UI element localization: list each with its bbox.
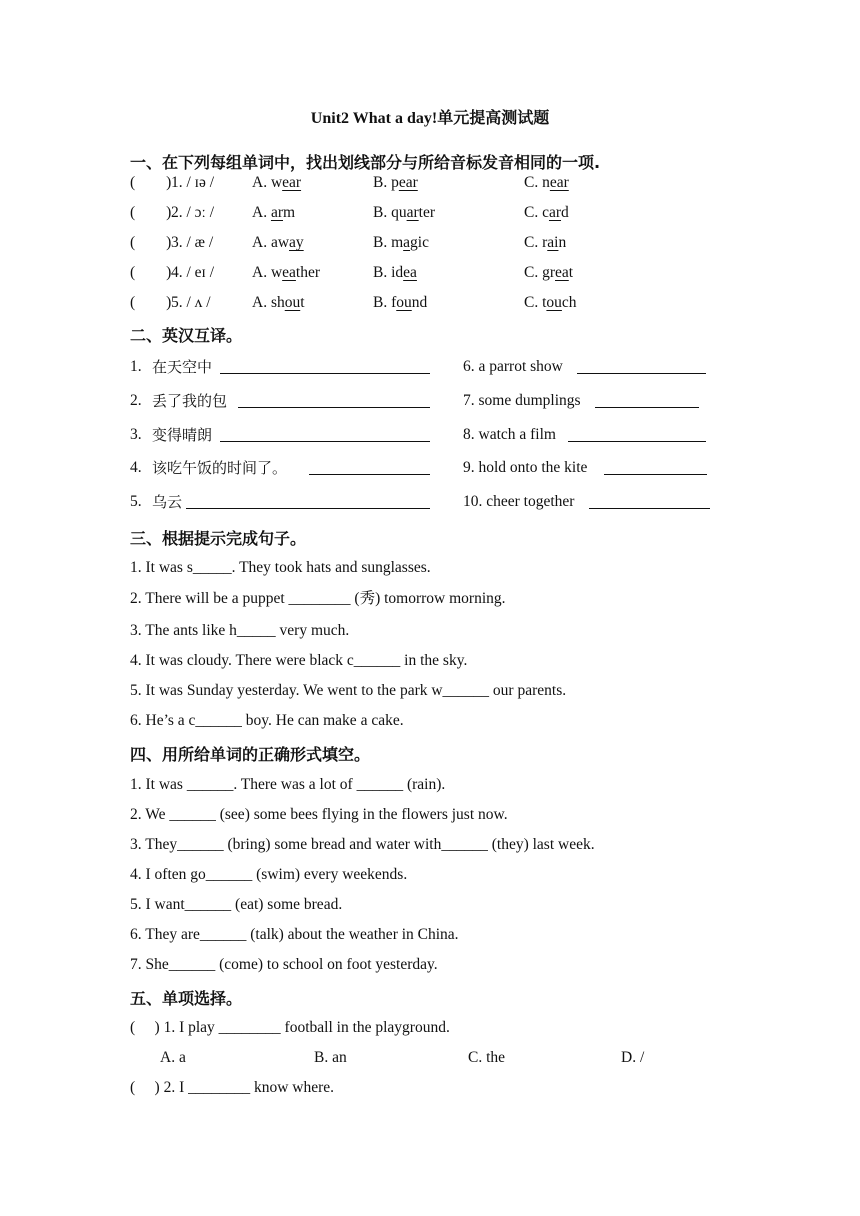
option-c (524, 173, 569, 193)
word-part: B. id (373, 264, 404, 281)
item-number: 5. (130, 493, 142, 510)
sentence-line: 4. It was cloudy. There were black c______ in the sky. (130, 652, 468, 669)
word-part: C. gr (524, 264, 555, 281)
sentence-line: 6. He’s a c______ boy. He can make a cake. (130, 712, 404, 729)
underlined-part: ou (284, 294, 301, 311)
answer-blank (238, 391, 430, 408)
word-part: C. t (524, 294, 547, 311)
answer-blank (577, 357, 706, 374)
chinese-phrase: 该吃午饭的时间了。 (152, 459, 288, 477)
item-number: 3. (130, 426, 142, 443)
word-part: B. qu (373, 204, 407, 221)
underlined-part: ea (555, 264, 569, 281)
answer-blank (589, 492, 710, 509)
answer-blank (186, 492, 430, 509)
option-b (373, 173, 418, 193)
answer-paren: ( ) (130, 174, 172, 191)
sentence-line: 1. It was ______. There was a lot of ______ (rain). (130, 776, 446, 793)
underlined-part: ea (282, 264, 296, 281)
item-number: 2. (130, 392, 142, 409)
word-part: C. n (524, 174, 550, 191)
option-c (524, 293, 577, 313)
answer-blank (220, 425, 430, 442)
option-c (524, 233, 566, 253)
word-part: A. sh (252, 294, 285, 311)
mc-question-1: ( ) 1. I play ________ football in the playground. (130, 1019, 450, 1036)
answer-paren: ( ) (130, 234, 172, 251)
option-b (373, 293, 427, 313)
option-a (252, 233, 304, 253)
phonetic-number: 2. / ɔː / (171, 204, 215, 221)
underlined-part: ea (403, 264, 417, 281)
word-part: A. aw (252, 234, 290, 251)
answer-blank (568, 425, 706, 442)
sentence-line: 5. It was Sunday yesterday. We went to the park w______ our parents. (130, 682, 567, 699)
word-part: t (300, 294, 305, 311)
option-c (524, 263, 573, 283)
mc-q1-option-a: A. a (160, 1049, 186, 1066)
word-part: d (561, 204, 569, 221)
item-number: 4. (130, 459, 142, 476)
sentence-line: 4. I often go______ (swim) every weekends. (130, 866, 408, 883)
sentence-line: 7. She______ (come) to school on foot yesterday. (130, 956, 438, 973)
word-part: A. w (252, 264, 283, 281)
word-part: C. r (524, 234, 548, 251)
mc-question-2: ( ) 2. I ________ know where. (130, 1079, 335, 1096)
option-a (252, 173, 301, 193)
section-2-heading: 二、英汉互译。 (130, 326, 243, 345)
word-part: ch (561, 294, 577, 311)
chinese-phrase: 丢了我的包 (152, 392, 228, 410)
chinese-phrase: 乌云 (152, 493, 183, 511)
option-b (373, 233, 429, 253)
option-b (373, 263, 417, 283)
underlined-part: ear (549, 174, 569, 191)
word-part: gic (410, 234, 429, 251)
word-part: ter (418, 204, 435, 221)
answer-paren: ( ) (130, 294, 172, 311)
phonetic-number: 5. / ʌ / (171, 294, 211, 311)
underlined-part: ou (396, 294, 412, 311)
sentence-line: 3. They______ (bring) some bread and water with______ (they) last week. (130, 836, 595, 853)
underlined-part: ou (546, 294, 562, 311)
page-title: Unit2 What a day!单元提高测试题 (310, 110, 550, 127)
item-number: 1. (130, 358, 142, 375)
phonetic-number: 3. / æ / (171, 234, 214, 251)
english-phrase: 7. some dumplings (463, 392, 581, 409)
section-5-heading: 五、单项选择。 (130, 989, 243, 1008)
word-part: A. w (252, 174, 283, 191)
word-part: B. p (373, 174, 399, 191)
answer-paren: ( ) (130, 264, 172, 281)
word-part: B. m (373, 234, 404, 251)
answer-blank (309, 458, 430, 475)
underlined-part: ar (406, 204, 419, 221)
sentence-line: 1. It was s_____. They took hats and sunglasses. (130, 559, 431, 576)
word-part: A. (252, 204, 271, 221)
answer-blank (220, 357, 430, 374)
option-c (524, 203, 569, 223)
answer-blank (595, 391, 699, 408)
word-part: C. c (524, 204, 549, 221)
phonetic-number: 4. / eɪ / (171, 264, 215, 281)
sentence-line: 6. They are______ (talk) about the weather in China. (130, 926, 459, 943)
underlined-part: ear (282, 174, 302, 191)
sentence-line: 2. We ______ (see) some bees flying in the flowers just now. (130, 806, 508, 823)
mc-q1-option-b: B. an (314, 1049, 347, 1066)
underlined-part: a (403, 234, 411, 251)
word-part: n (558, 234, 567, 251)
english-phrase: 9. hold onto the kite (463, 459, 588, 476)
option-a (252, 203, 295, 223)
word-part: B. f (373, 294, 397, 311)
english-phrase: 6. a parrot show (463, 358, 563, 375)
phonetic-number: 1. / ɪə / (171, 174, 215, 191)
option-a (252, 263, 320, 283)
word-part: ther (295, 264, 321, 281)
section-4-heading: 四、用所给单词的正确形式填空。 (130, 745, 371, 764)
mc-q1-option-c: C. the (468, 1049, 506, 1066)
word-part: m (283, 204, 296, 221)
chinese-phrase: 变得晴朗 (152, 426, 213, 444)
mc-q1-option-d: D. / (621, 1049, 645, 1066)
chinese-phrase: 在天空中 (152, 358, 213, 376)
word-part: nd (411, 294, 428, 311)
underlined-part: ear (398, 174, 418, 191)
answer-paren: ( ) (130, 204, 172, 221)
sentence-line: 5. I want______ (eat) some bread. (130, 896, 343, 913)
english-phrase: 10. cheer together (463, 493, 575, 510)
section-1-heading: 一、在下列每组单词中，找出划线部分与所给音标发音相同的一项. (130, 153, 601, 172)
sentence-line: 3. The ants like h_____ very much. (130, 622, 350, 639)
underlined-part: ar (270, 204, 283, 221)
underlined-part: ar (548, 204, 562, 221)
option-a (252, 293, 305, 313)
option-b (373, 203, 435, 223)
underlined-part: ay (289, 234, 304, 251)
sentence-line: 2. There will be a puppet ________ (秀) tomorrow morning. (130, 590, 506, 607)
answer-blank (604, 458, 707, 475)
english-phrase: 8. watch a film (463, 426, 556, 443)
word-part: t (568, 264, 574, 281)
section-3-heading: 三、根据提示完成句子。 (130, 529, 307, 548)
underlined-part: ai (547, 234, 559, 251)
